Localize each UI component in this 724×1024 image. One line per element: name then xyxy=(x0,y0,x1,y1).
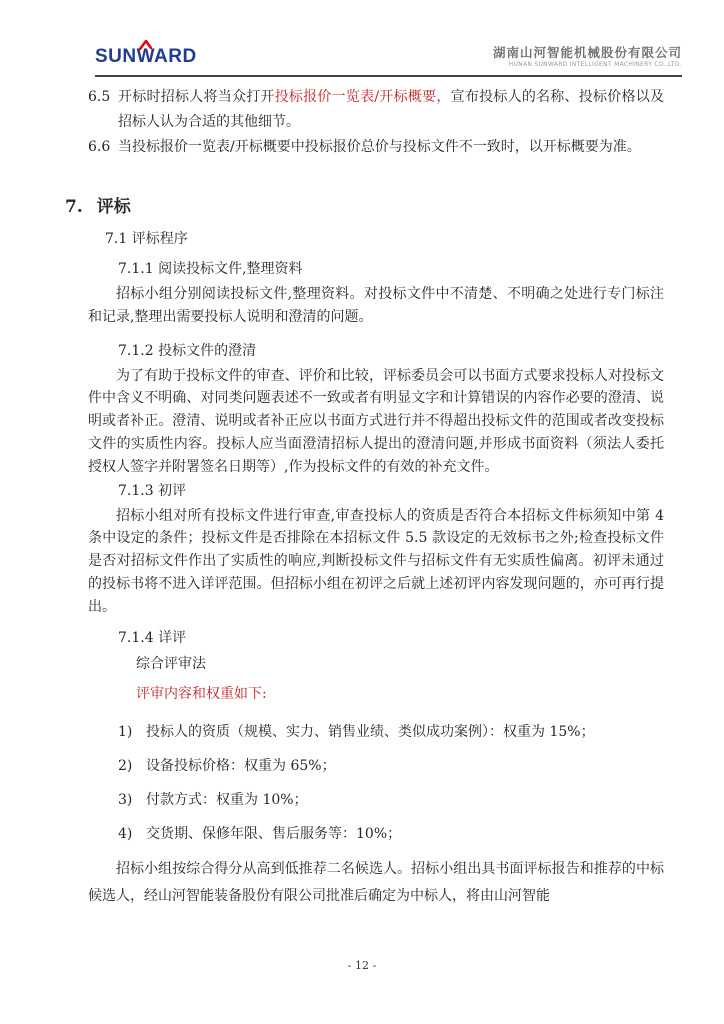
header-divider xyxy=(95,75,682,77)
clause-6-5-pre: 开标时招标人将当众打开 xyxy=(118,89,275,105)
section-7-1-4-heading: 7.1.4 详评 xyxy=(118,629,187,646)
clause-6-6 xyxy=(88,135,664,160)
clause-text xyxy=(118,85,664,135)
section-7-1-2-paragraph: 为了有助于投标文件的审查、评价和比较，评标委员会可以书面方式要求投标人对投标文件中含义不明确、对同类问题表述不一致或者有明显文字和计算错误的内容作必要的澄清、说明或者补正。澄清、说明或者补正应以书面方式进行并不得超出投标文件的范围或者改变投标文件的实质性内容。投标人应当面澄清招标人提出的澄清问题,并形成书面资料（须法人委托授权人签字并附署签名日期等）,作为投标文件的有效的补充文件。 xyxy=(88,367,664,475)
company-name-cn: 湖南山河智能机械股份有限公司 xyxy=(492,44,682,60)
clause-6-5 xyxy=(88,85,664,135)
logo-text-ard: ARD xyxy=(154,46,197,67)
clause-number: 6.6 xyxy=(88,139,111,155)
weight-item-3 xyxy=(118,788,664,812)
page-header xyxy=(0,0,724,68)
weights-list xyxy=(88,720,664,846)
list-item-number: 2) xyxy=(118,757,133,774)
section-number: 7. xyxy=(65,197,83,217)
evaluation-method-label: 综合评审法 xyxy=(136,655,206,672)
list-item-number: 1) xyxy=(118,723,133,740)
section-7-heading xyxy=(65,194,664,220)
list-item-text: 设备投标价格：权重为 65%； xyxy=(146,757,336,774)
sunward-logo xyxy=(95,46,197,68)
company-name-en: HUNAN SUNWARD INTELLIGENT MACHINERY CO.,LTD. xyxy=(508,61,682,68)
page-number: - 12 - xyxy=(347,959,377,972)
clause-6-5-highlight: 投标报价一览表/开标概要， xyxy=(274,89,451,105)
list-item-text: 交货期、保修年限、售后服务等：10%； xyxy=(146,825,402,842)
closing-paragraph: 招标小组按综合得分从高到低推荐二名候选人。招标小组出具书面评标报告和推荐的中标候选人，经山河智能装备股份有限公司批准后确定为中标人，将由山河智能 xyxy=(88,860,664,904)
section-title: 评标 xyxy=(96,197,131,217)
logo-text-sun: SUN xyxy=(95,46,137,67)
section-7-1-1-paragraph: 招标小组分别阅读投标文件,整理资料。对投标文件中不清楚、不明确之处进行专门标注和记录,整理出需要投标人说明和澄清的问题。 xyxy=(88,286,664,325)
logo-text-w: W xyxy=(136,46,155,67)
section-7-1-heading: 7.1 评标程序 xyxy=(105,231,188,247)
company-name-block xyxy=(492,44,682,69)
weight-item-1 xyxy=(118,720,664,744)
section-7-1-1-heading: 7.1.1 阅读投标文件,整理资料 xyxy=(118,261,303,277)
document-body xyxy=(0,85,724,910)
section-7-1-3-paragraph: 招标小组对所有投标文件进行审查,审查投标人的资质是否符合本招标文件标须知中第 4 条中设定的条件；投标文件是否排除在本招标文件 5.5 款设定的无效标书之外;检查投标文件是否对招标文件作出了实质性的响应,判断投标文件与招标文件有无实质性偏离。初评未通过的投标书将不进入详评范围。但招标小组在初评之后就上述初评内容发现问题的，亦可再行提出。 xyxy=(88,507,664,615)
weight-item-2 xyxy=(118,754,664,778)
list-item-number: 4) xyxy=(118,825,133,842)
list-item-text: 付款方式：权重为 10%； xyxy=(146,791,308,808)
weights-heading: 评审内容和权重如下: xyxy=(136,685,267,702)
section-7-1-2-heading: 7.1.2 投标文件的澄清 xyxy=(118,342,257,359)
clause-text: 当投标报价一览表/开标概要中投标报价总价与投标文件不一致时，以开标概要为准。 xyxy=(118,139,641,155)
weight-item-4 xyxy=(118,822,664,846)
clause-6-5-post: 宣布投标人的名称、投标价格以及招标人认为合适的其他细节。 xyxy=(118,89,665,130)
clause-number: 6.5 xyxy=(88,89,111,105)
list-item-number: 3) xyxy=(118,791,133,808)
logo-tick-icon xyxy=(139,40,152,50)
list-item-text: 投标人的资质（规模、实力、销售业绩、类似成功案例）：权重为 15%； xyxy=(146,723,595,740)
section-7-1-3-heading: 7.1.3 初评 xyxy=(118,482,187,499)
